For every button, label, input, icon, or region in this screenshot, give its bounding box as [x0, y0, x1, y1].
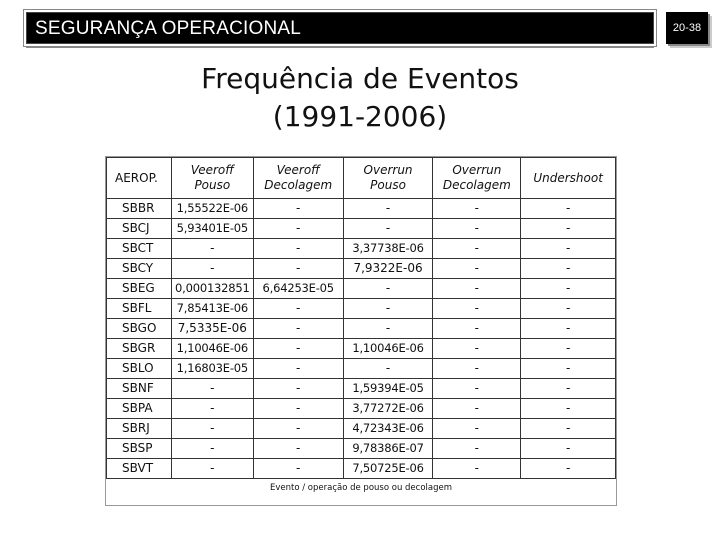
airport-code-cell: SBVT — [107, 459, 172, 479]
frequency-cell: - — [433, 239, 521, 259]
frequency-cell: - — [253, 319, 343, 339]
table-row — [107, 239, 616, 259]
frequency-cell: 5,93401E-05 — [171, 219, 253, 239]
airport-code-cell: SBBR — [107, 199, 172, 219]
frequency-cell: - — [433, 299, 521, 319]
frequency-cell: - — [253, 339, 343, 359]
frequency-cell: - — [433, 339, 521, 359]
frequency-cell: - — [253, 379, 343, 399]
table-row — [107, 299, 616, 319]
frequency-cell: - — [343, 299, 433, 319]
table-row — [107, 279, 616, 299]
frequency-cell: 0,000132851 — [171, 279, 253, 299]
frequency-cell: 1,10046E-06 — [343, 339, 433, 359]
frequency-cell: - — [433, 219, 521, 239]
column-header-veeroff-decolagem: Veeroff Decolagem — [253, 158, 343, 199]
column-header-undershoot: Undershoot — [521, 158, 616, 199]
airport-code-cell: SBSP — [107, 439, 172, 459]
frequency-cell: 1,10046E-06 — [171, 339, 253, 359]
table-row — [107, 319, 616, 339]
slide-title — [0, 60, 720, 136]
frequency-cell: - — [253, 239, 343, 259]
airport-code-cell: SBCT — [107, 239, 172, 259]
frequency-cell: - — [253, 359, 343, 379]
frequency-cell: - — [433, 419, 521, 439]
frequency-cell: - — [253, 299, 343, 319]
frequency-cell: 9,78386E-07 — [343, 439, 433, 459]
frequency-cell: - — [253, 199, 343, 219]
frequency-cell: - — [171, 239, 253, 259]
frequency-cell: - — [433, 319, 521, 339]
frequency-cell: 7,50725E-06 — [343, 459, 433, 479]
airport-code-cell: SBRJ — [107, 419, 172, 439]
frequency-cell: - — [433, 379, 521, 399]
airport-code-cell: SBPA — [107, 399, 172, 419]
frequency-cell: 1,16803E-05 — [171, 359, 253, 379]
header-bar — [26, 12, 654, 44]
frequency-cell: - — [433, 359, 521, 379]
column-header-overrun-decolagem: Overrun Decolagem — [433, 158, 521, 199]
column-header-veeroff-pouso: Veeroff Pouso — [171, 158, 253, 199]
airport-code-cell: SBEG — [107, 279, 172, 299]
airport-code-cell: SBGR — [107, 339, 172, 359]
frequency-cell: - — [521, 279, 616, 299]
frequency-cell: - — [433, 199, 521, 219]
frequency-cell: - — [343, 219, 433, 239]
event-frequency-table-container — [105, 156, 617, 506]
frequency-cell: - — [343, 199, 433, 219]
frequency-cell: 4,72343E-06 — [343, 419, 433, 439]
table-row — [107, 219, 616, 239]
airport-code-cell: SBCY — [107, 259, 172, 279]
frequency-cell: - — [521, 299, 616, 319]
airport-code-cell: SBCJ — [107, 219, 172, 239]
frequency-cell: - — [253, 459, 343, 479]
frequency-cell: - — [433, 439, 521, 459]
column-header-airport: AEROP. — [107, 158, 172, 199]
frequency-cell: - — [433, 279, 521, 299]
table-row — [107, 359, 616, 379]
airport-code-cell: SBGO — [107, 319, 172, 339]
airport-code-cell: SBNF — [107, 379, 172, 399]
frequency-cell: - — [521, 359, 616, 379]
frequency-cell: - — [171, 459, 253, 479]
frequency-cell: 6,64253E-05 — [253, 279, 343, 299]
frequency-cell: - — [253, 419, 343, 439]
frequency-cell: - — [433, 459, 521, 479]
table-row — [107, 339, 616, 359]
slide-number-badge: 20-38 — [666, 12, 708, 44]
frequency-cell: - — [521, 319, 616, 339]
frequency-cell: - — [253, 439, 343, 459]
frequency-cell: - — [171, 399, 253, 419]
table-row — [107, 379, 616, 399]
table-body — [107, 199, 616, 479]
frequency-cell: - — [521, 259, 616, 279]
frequency-cell: - — [521, 199, 616, 219]
frequency-cell: - — [433, 399, 521, 419]
table-footnote: Evento / operação de pouso ou decolagem — [269, 483, 453, 493]
frequency-cell: - — [521, 379, 616, 399]
table-row — [107, 459, 616, 479]
frequency-cell: - — [521, 239, 616, 259]
slide-title-line1: Frequência de Eventos — [201, 62, 519, 95]
frequency-cell: 3,77272E-06 — [343, 399, 433, 419]
frequency-cell: - — [521, 419, 616, 439]
column-header-overrun-pouso: Overrun Pouso — [343, 158, 433, 199]
airport-code-cell: SBFL — [107, 299, 172, 319]
table-header-row — [107, 158, 616, 199]
frequency-cell: 1,55522E-06 — [171, 199, 253, 219]
frequency-cell: - — [521, 439, 616, 459]
table-row — [107, 439, 616, 459]
frequency-cell: - — [343, 359, 433, 379]
airport-code-cell: SBLO — [107, 359, 172, 379]
frequency-cell: - — [253, 259, 343, 279]
table-row — [107, 399, 616, 419]
table-row — [107, 419, 616, 439]
frequency-cell: - — [171, 379, 253, 399]
frequency-cell: 3,37738E-06 — [343, 239, 433, 259]
frequency-cell: 7,5335E-06 — [171, 319, 253, 339]
header-title: SEGURANÇA OPERACIONAL — [35, 18, 302, 39]
frequency-cell: 7,85413E-06 — [171, 299, 253, 319]
table-row — [107, 199, 616, 219]
frequency-cell: - — [521, 219, 616, 239]
frequency-cell: - — [171, 439, 253, 459]
frequency-cell: - — [171, 259, 253, 279]
frequency-cell: - — [171, 419, 253, 439]
frequency-cell: - — [253, 399, 343, 419]
frequency-cell: - — [433, 259, 521, 279]
frequency-cell: 1,59394E-05 — [343, 379, 433, 399]
header-divider — [26, 47, 654, 48]
event-frequency-table — [106, 157, 616, 479]
table-row — [107, 259, 616, 279]
frequency-cell: - — [521, 339, 616, 359]
slide-title-line2: (1991-2006) — [272, 100, 448, 133]
frequency-cell: - — [343, 319, 433, 339]
frequency-cell: - — [521, 459, 616, 479]
frequency-cell: 7,9322E-06 — [343, 259, 433, 279]
frequency-cell: - — [521, 399, 616, 419]
frequency-cell: - — [253, 219, 343, 239]
frequency-cell: - — [343, 279, 433, 299]
